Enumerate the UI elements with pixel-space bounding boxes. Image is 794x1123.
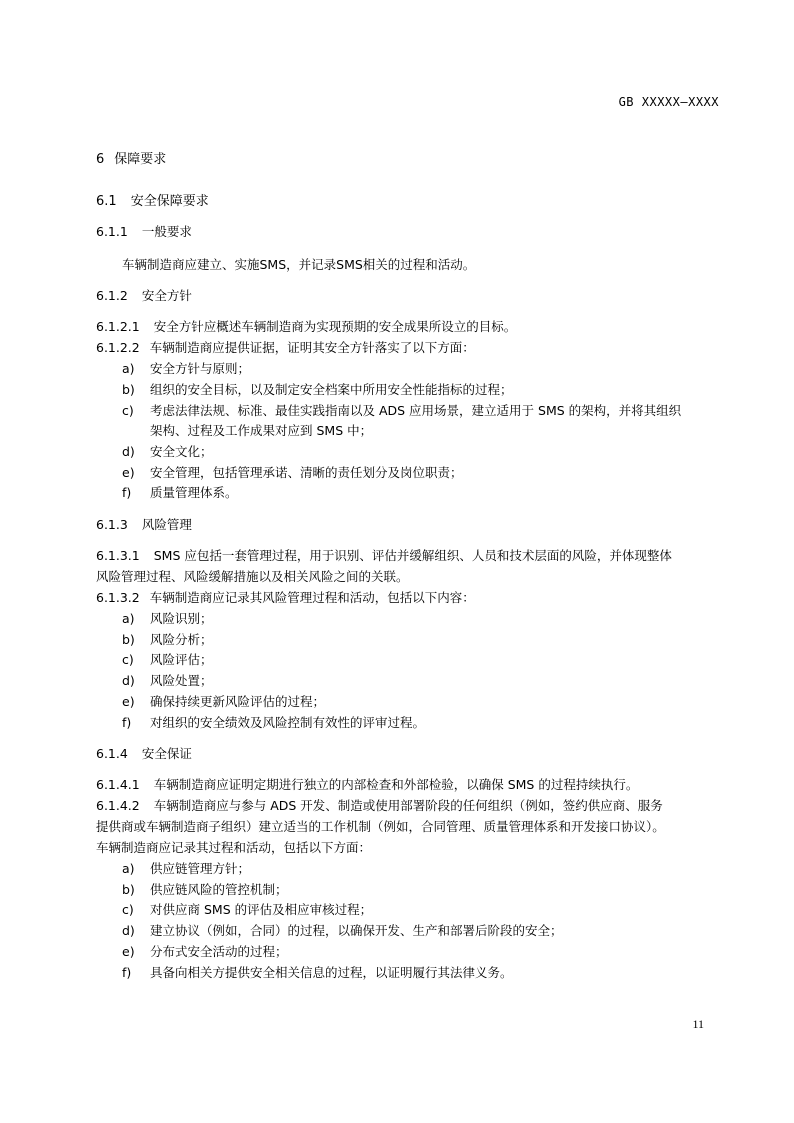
list-text: 供应链风险的管控机制； xyxy=(150,882,288,897)
list-item xyxy=(122,463,463,481)
list-text: 建立协议（例如，合同）的过程，以确保开发、生产和部署后阶段的安全； xyxy=(150,923,563,938)
subsection-title: 安全保障要求 xyxy=(130,194,209,209)
list-text: 质量管理体系。 xyxy=(150,485,238,500)
list-marker: a) xyxy=(122,611,135,626)
section-heading xyxy=(96,148,166,167)
list-text: 确保持续更新风险评估的过程； xyxy=(150,694,326,709)
clause-text: 车辆制造商应证明定期进行独立的内部检查和外部检验，以确保 SMS 的过程持续执行。 xyxy=(153,777,639,792)
clause-title: 安全方针 xyxy=(141,288,192,303)
section-number: 6 xyxy=(96,152,105,167)
list-item xyxy=(122,609,213,627)
list-item xyxy=(122,692,325,710)
list-text: 风险处置； xyxy=(150,673,213,688)
list-text: 安全方针与原则； xyxy=(150,361,251,376)
list-text: 风险评估； xyxy=(150,652,213,667)
list-marker: b) xyxy=(122,632,135,647)
list-marker: c) xyxy=(122,652,134,667)
clause-text-continuation: 车辆制造商应记录其过程和活动，包括以下方面： xyxy=(96,840,372,855)
clause-number: 6.1.2 xyxy=(96,288,128,303)
list-marker: f) xyxy=(122,965,132,980)
list-marker: b) xyxy=(122,882,135,897)
clause-heading-risk xyxy=(96,515,192,533)
list-text: 组织的安全目标，以及制定安全档案中所用安全性能指标的过程； xyxy=(150,382,513,397)
clause-heading-general xyxy=(96,222,192,240)
list-text-continuation: 架构、过程及工作成果对应到 SMS 中； xyxy=(150,423,373,438)
clause-6-1-3-1 xyxy=(96,546,672,564)
list-marker: d) xyxy=(122,444,135,459)
list-marker: b) xyxy=(122,382,135,397)
list-marker: f) xyxy=(122,715,132,730)
list-marker: a) xyxy=(122,861,135,876)
section-title: 保障要求 xyxy=(114,152,167,167)
clause-title: 安全保证 xyxy=(141,746,192,761)
paragraph: 车辆制造商应建立、实施SMS，并记录SMS相关的过程和活动。 xyxy=(122,257,476,272)
list-item xyxy=(122,650,213,668)
clause-heading-assurance xyxy=(96,744,192,762)
clause-6-1-3-2 xyxy=(96,588,475,606)
list-text: 安全文化； xyxy=(150,444,213,459)
clause-heading-policy xyxy=(96,286,192,304)
clause-6-1-4-2 xyxy=(96,796,663,814)
clause-text-continuation: 风险管理过程、风险缓解措施以及相关风险之间的关联。 xyxy=(96,569,409,584)
list-item xyxy=(122,401,681,419)
list-marker: c) xyxy=(122,902,134,917)
list-marker: e) xyxy=(122,465,135,480)
clause-text: 车辆制造商应记录其风险管理过程和活动，包括以下内容： xyxy=(149,590,475,605)
subsection-number: 6.1 xyxy=(96,194,117,209)
clause-text: 安全方针应概述车辆制造商为实现预期的安全成果所设立的目标。 xyxy=(153,319,517,334)
subsection-heading xyxy=(96,190,209,209)
list-item xyxy=(122,359,250,377)
list-text: 对组织的安全绩效及风险控制有效性的评审过程。 xyxy=(150,715,426,730)
clause-number: 6.1.2.1 xyxy=(96,319,140,334)
page-number: 11 xyxy=(692,1017,704,1031)
list-marker: d) xyxy=(122,923,135,938)
list-item xyxy=(122,380,513,398)
list-item xyxy=(122,921,563,939)
list-marker: e) xyxy=(122,944,135,959)
list-item xyxy=(122,900,372,918)
list-item xyxy=(122,630,213,648)
list-marker: c) xyxy=(122,403,134,418)
clause-6-1-4-1 xyxy=(96,775,638,793)
list-text: 具备向相关方提供安全相关信息的过程，以证明履行其法律义务。 xyxy=(150,965,513,980)
list-marker: f) xyxy=(122,485,132,500)
clause-6-1-2-2 xyxy=(96,338,475,356)
list-item xyxy=(122,942,288,960)
list-text: 风险分析； xyxy=(150,632,213,647)
list-item xyxy=(122,963,513,981)
list-marker: e) xyxy=(122,694,135,709)
clause-number: 6.1.4.1 xyxy=(96,777,140,792)
list-item xyxy=(122,880,288,898)
list-text: 安全管理，包括管理承诺、清晰的责任划分及岗位职责； xyxy=(150,465,463,480)
clause-number: 6.1.3.1 xyxy=(96,548,140,563)
list-item xyxy=(122,483,238,501)
list-text: 分布式安全活动的过程； xyxy=(150,944,288,959)
list-item xyxy=(122,442,213,460)
clause-title: 风险管理 xyxy=(141,517,192,532)
list-text: 考虑法律法规、标准、最佳实践指南以及 ADS 应用场景，建立适用于 SMS 的架构，并将其组织 xyxy=(150,403,682,418)
list-text: 对供应商 SMS 的评估及相应审核过程； xyxy=(150,902,373,917)
list-item xyxy=(122,671,213,689)
list-item xyxy=(122,859,250,877)
clause-text: SMS 应包括一套管理过程，用于识别、评估并缓解组织、人员和技术层面的风险，并体现整体 xyxy=(153,548,672,563)
standard-code: GB XXXXX—XXXX xyxy=(618,95,719,109)
clause-text-continuation: 提供商或车辆制造商子组织）建立适当的工作机制（例如，合同管理、质量管理体系和开发接口协议）。 xyxy=(96,819,665,834)
clause-number: 6.1.4.2 xyxy=(96,798,140,813)
list-text: 风险识别； xyxy=(150,611,213,626)
clause-text: 车辆制造商应与参与 ADS 开发、制造或使用部署阶段的任何组织（例如，签约供应商、服务 xyxy=(153,798,663,813)
clause-number: 6.1.3.2 xyxy=(96,590,140,605)
clause-text: 车辆制造商应提供证据，证明其安全方针落实了以下方面： xyxy=(149,340,475,355)
clause-title: 一般要求 xyxy=(141,224,192,239)
clause-number: 6.1.1 xyxy=(96,224,128,239)
list-text: 供应链管理方针； xyxy=(150,861,251,876)
clause-6-1-2-1 xyxy=(96,317,516,335)
clause-number: 6.1.4 xyxy=(96,746,128,761)
clause-number: 6.1.2.2 xyxy=(96,340,140,355)
list-marker: a) xyxy=(122,361,135,376)
list-marker: d) xyxy=(122,673,135,688)
list-item xyxy=(122,713,425,731)
clause-number: 6.1.3 xyxy=(96,517,128,532)
